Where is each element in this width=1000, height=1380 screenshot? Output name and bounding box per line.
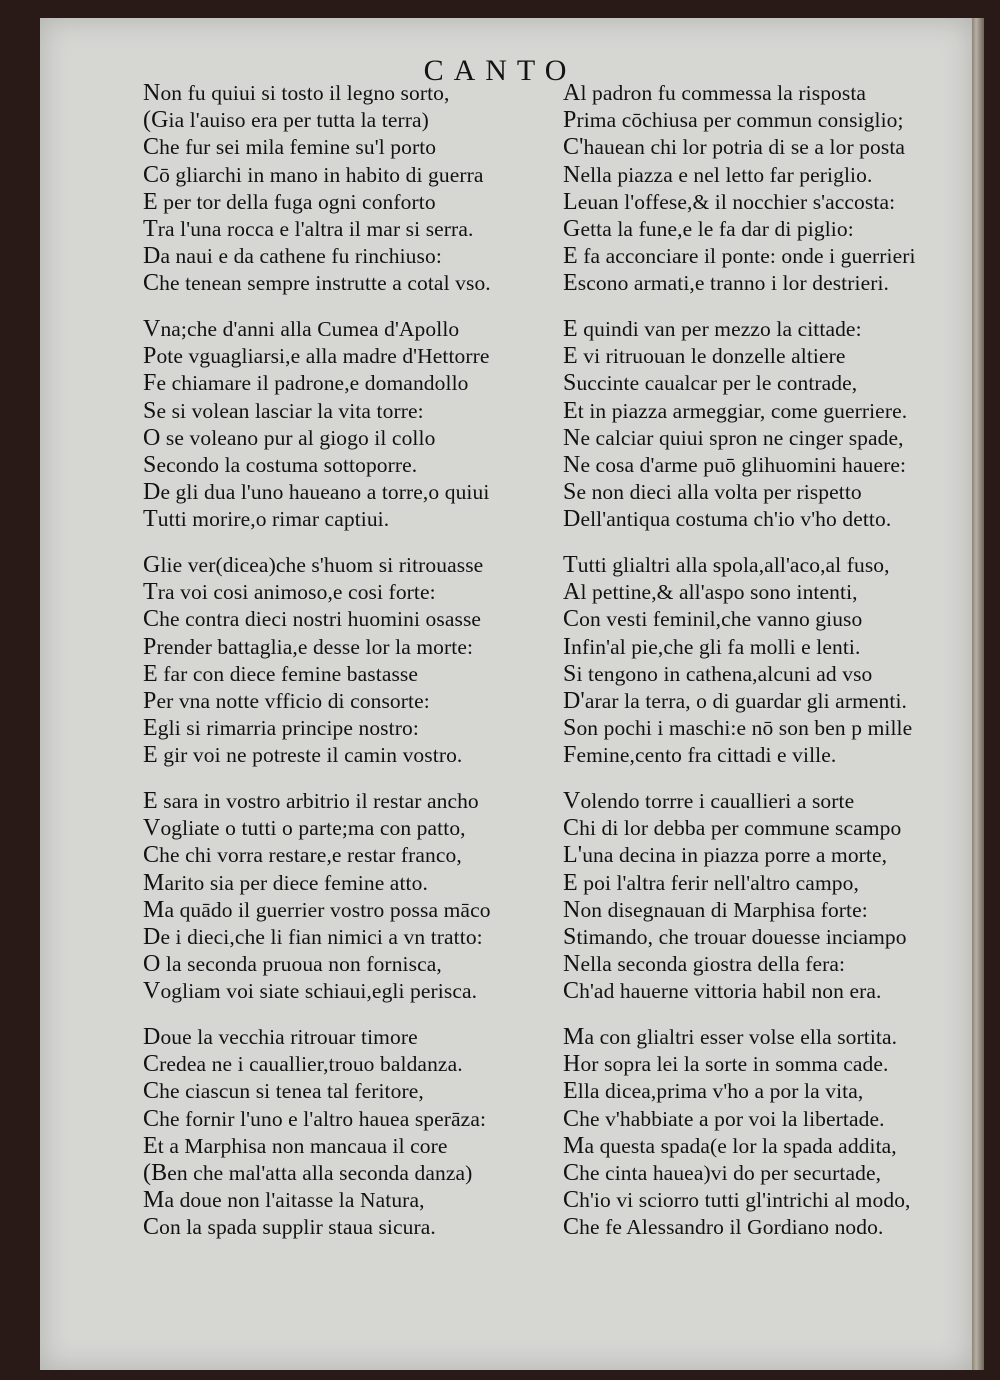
verse-line: Che fur sei mila femine su'l porto	[143, 134, 437, 161]
verse-line: Escono armati,e tranno i lor destrieri.	[563, 270, 890, 297]
verse-line: Che contra dieci nostri huomini osasse	[143, 606, 482, 633]
verse-line: Marito sia per diece femine atto.	[143, 869, 428, 896]
verse-line: Ch'ad hauerne vittoria habil non era.	[563, 978, 882, 1005]
verse-line: Credea ne i cauallier,trouo baldanza.	[143, 1051, 463, 1078]
verse-line: Egli si rimarria principe nostro:	[143, 715, 419, 742]
verse-line: Tutti glialtri alla spola,all'aco,al fuso,	[563, 552, 890, 578]
verse-line: Fe chiamare il padrone,e domandollo	[143, 370, 469, 397]
verse-line: Ella dicea,prima v'ho a por la vita,	[563, 1078, 864, 1105]
verse-line: E fa acconciare il ponte: onde i guerrieri	[563, 243, 916, 270]
stanza	[143, 788, 573, 1006]
verse-line: Che chi vorra restare,e restar franco,	[143, 842, 462, 869]
verse-line: Ma con glialtri esser volse ella sortita.	[563, 1024, 898, 1050]
stanza	[563, 80, 993, 298]
verse-line: E poi l'altra ferir nell'altro campo,	[563, 869, 859, 896]
stanza	[563, 316, 993, 534]
verse-line: (Gia l'auiso era per tutta la terra)	[143, 107, 429, 134]
verse-line: Non disegnauan di Marphisa forte:	[563, 896, 868, 923]
verse-line: Pote vguagliarsi,e alla madre d'Hettorre	[143, 343, 490, 370]
verse-line: Nella piazza e nel letto far periglio.	[563, 161, 873, 188]
verse-line: Son pochi i maschi:e nō son ben p mille	[563, 715, 913, 742]
verse-line: De i dieci,che li fian nimici a vn tratto:	[143, 923, 483, 950]
verse-line: Doue la vecchia ritrouar timore	[143, 1024, 418, 1050]
verse-line: Tutti morire,o rimar captiui.	[143, 506, 390, 533]
stanza	[563, 1024, 993, 1242]
verse-line: Al pettine,& all'aspo sono intenti,	[563, 579, 858, 606]
verse-line: Getta la fune,e le fa dar di piglio:	[563, 215, 854, 242]
verse-line: E far con diece femine bastasse	[143, 660, 419, 687]
verse-line: Nella seconda giostra della fera:	[563, 951, 846, 978]
verse-line: C'hauean chi lor potria di se a lor posta	[563, 134, 906, 161]
stanza	[563, 788, 993, 1006]
right-column	[563, 80, 993, 1260]
verse-line: E gir voi ne potreste il camin vostro.	[143, 742, 463, 769]
left-column	[143, 80, 573, 1260]
stanza	[143, 552, 573, 770]
stanza	[143, 80, 573, 298]
verse-line: Stimando, che trouar douesse inciampo	[563, 923, 907, 950]
verse-line: O se voleano pur al giogo il collo	[143, 424, 436, 451]
verse-line: Chi di lor debba per commune scampo	[563, 815, 902, 842]
verse-line: E per tor della fuga ogni conforto	[143, 188, 436, 215]
verse-line: Vna;che d'anni alla Cumea d'Apollo	[143, 316, 460, 342]
verse-line: Non fu quiui si tosto il legno sorto,	[143, 80, 450, 106]
verse-line: Volendo torrre i cauallieri a sorte	[563, 788, 855, 814]
verse-line: O la seconda pruoua non fornisca,	[143, 951, 442, 978]
verse-line: (Ben che mal'atta alla seconda danza)	[143, 1159, 473, 1186]
verse-line: Che fornir l'uno e l'altro hauea sperāza:	[143, 1105, 487, 1132]
verse-line: Al padron fu commessa la risposta	[563, 80, 867, 106]
verse-line: Ch'io vi sciorro tutti gl'intrichi al modo,	[563, 1187, 911, 1214]
verse-line: Secondo la costuma sottoporre.	[143, 451, 418, 478]
verse-line: Hor sopra lei la sorte in somma cade.	[563, 1051, 889, 1078]
stanza	[143, 316, 573, 534]
verse-line: Et in piazza armeggiar, come guerriere.	[563, 397, 908, 424]
verse-line: Ne cosa d'arme puō glihuomini hauere:	[563, 451, 907, 478]
verse-line: Glie ver(dicea)che s'huom si ritrouasse	[143, 552, 484, 578]
verse-line: Et a Marphisa non mancaua il core	[143, 1132, 448, 1159]
verse-line: Che cinta hauea)vi do per securtade,	[563, 1159, 882, 1186]
verse-line: Ne calciar quiui spron ne cinger spade,	[563, 424, 904, 451]
verse-line: Che ciascun si tenea tal feritore,	[143, 1078, 424, 1105]
verse-line: Da naui e da cathene fu rinchiuso:	[143, 243, 442, 270]
verse-line: Che tenean sempre instrutte a cotal vso.	[143, 270, 491, 297]
verse-line: Ma doue non l'aitasse la Natura,	[143, 1187, 425, 1214]
verse-line: Tra l'una rocca e l'altra il mar si serra.	[143, 215, 474, 242]
verse-line: Vogliam voi siate schiaui,egli perisca.	[143, 978, 478, 1005]
verse-line: Che fe Alessandro il Gordiano nodo.	[563, 1214, 884, 1241]
stanza	[143, 1024, 573, 1242]
verse-line: Se si volean lasciar la vita torre:	[143, 397, 424, 424]
verse-line: E vi ritruouan le donzelle altiere	[563, 343, 846, 370]
verse-line: Se non dieci alla volta per rispetto	[563, 479, 862, 506]
verse-line: Vogliate o tutti o parte;ma con patto,	[143, 815, 466, 842]
verse-line: Ma quādo il guerrier vostro possa māco	[143, 896, 491, 923]
verse-line: E quindi van per mezzo la cittade:	[563, 316, 862, 342]
verse-line: Prima cōchiusa per commun consiglio;	[563, 107, 904, 134]
verse-line: Prender battaglia,e desse lor la morte:	[143, 633, 474, 660]
verse-line: Con vesti feminil,che vanno giuso	[563, 606, 863, 633]
verse-line: Leuan l'offese,& il nocchier s'accosta:	[563, 188, 896, 215]
verse-line: Per vna notte vfficio di consorte:	[143, 687, 430, 714]
verse-line: De gli dua l'uno haueano a torre,o quiui	[143, 479, 490, 506]
verse-line: Femine,cento fra cittadi e ville.	[563, 742, 837, 769]
verse-line: Tra voi cosi animoso,e cosi forte:	[143, 579, 436, 606]
verse-line: Si tengono in cathena,alcuni ad vso	[563, 660, 873, 687]
verse-line: D'arar la terra, o di guardar gli armenti.	[563, 687, 908, 714]
running-head: CANTO	[423, 54, 577, 87]
verse-line: Ma questa spada(e lor la spada addita,	[563, 1132, 897, 1159]
verse-line: Che v'habbiate a por voi la libertade.	[563, 1105, 885, 1132]
verse-line: Infin'al pie,che gli fa molli e lenti.	[563, 633, 861, 660]
verse-line: Dell'antiqua costuma ch'io v'ho detto.	[563, 506, 892, 533]
stanza	[563, 552, 993, 770]
verse-line: E sara in vostro arbitrio il restar ancho	[143, 788, 479, 814]
verse-line: L'una decina in piazza porre a morte,	[563, 842, 888, 869]
verse-line: Succinte caualcar per le contrade,	[563, 370, 858, 397]
verse-line: Con la spada supplir staua sicura.	[143, 1214, 436, 1241]
verse-line: Cō gliarchi in mano in habito di guerra	[143, 161, 484, 188]
